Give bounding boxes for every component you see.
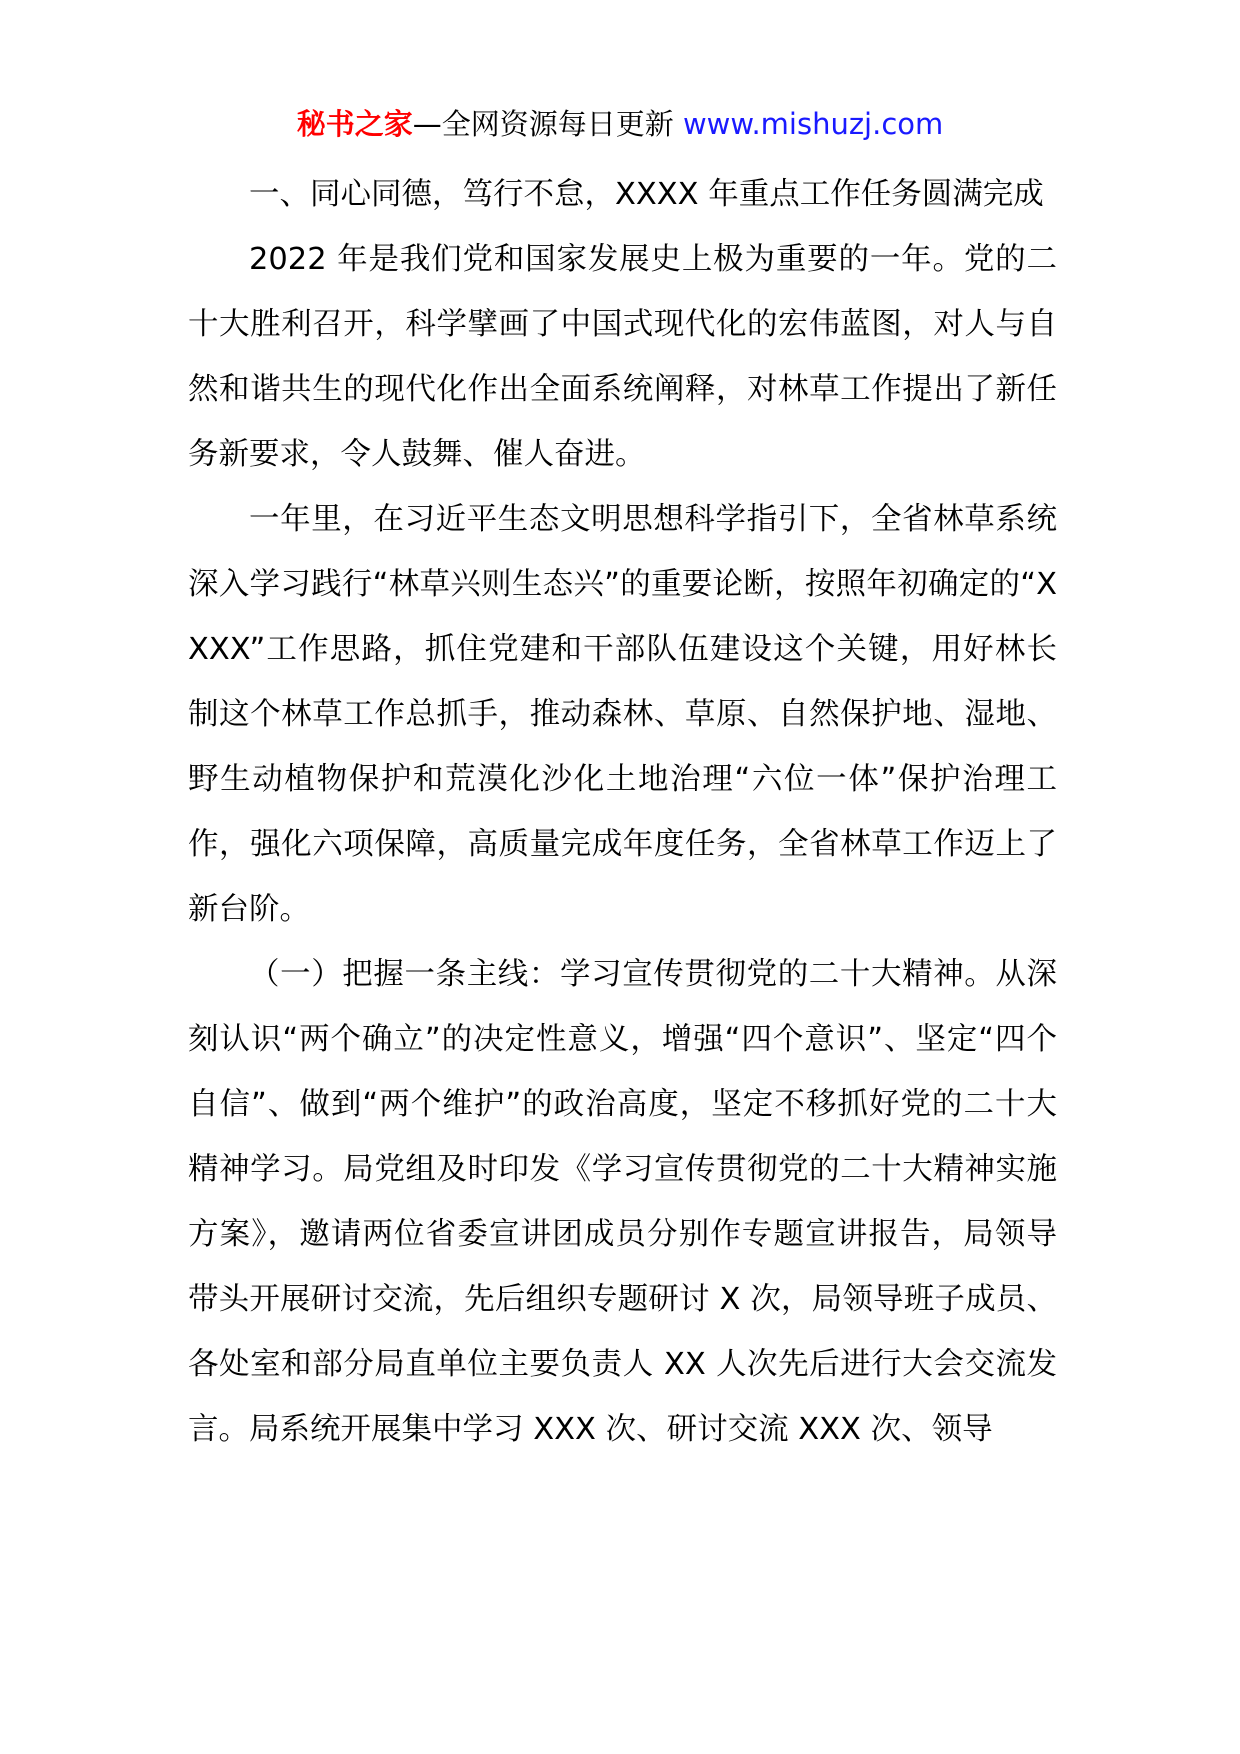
- brand-name: 秘书之家: [296, 107, 413, 141]
- header-tagline: —全网资源每日更新: [412, 107, 683, 141]
- website-link[interactable]: www.mishuzj.com: [682, 107, 944, 141]
- document-body: [188, 162, 1057, 1462]
- page-header: [0, 104, 1240, 144]
- section-heading: 一、同心同德，笃行不怠，XXXX 年重点工作任务圆满完成: [249, 177, 1044, 212]
- paragraph: （一）把握一条主线：学习宣传贯彻党的二十大精神。从深刻认识“两个确立”的决定性意义，增强“四个意识”、坚定“四个自信”、做到“两个维护”的政治高度，坚定不移抓好党的二十大精神学习。局党组及时印发《学习宣传贯彻党的二十大精神实施方案》，邀请两位省委宣讲团成员分别作专题宣讲报告，局领导带头开展研讨交流，先后组织专题研讨 X 次，局领导班子成员、各处室和部分局直单位主要负责人 XX 人次先后进行大会交流发言。局系统开展集中学习 XXX 次、研讨交流 XXX 次、领导: [188, 957, 1057, 1447]
- paragraph: 一年里，在习近平生态文明思想科学指引下，全省林草系统深入学习践行“林草兴则生态兴”的重要论断，按照年初确定的“XXXX”工作思路，抓住党建和干部队伍建设这个关键，用好林长制这个林草工作总抓手，推动森林、草原、自然保护地、湿地、野生动植物保护和荒漠化沙化土地治理“六位一体”保护治理工作，强化六项保障，高质量完成年度任务，全省林草工作迈上了新台阶。: [188, 502, 1057, 927]
- paragraph: 2022 年是我们党和国家发展史上极为重要的一年。党的二十大胜利召开，科学擘画了中国式现代化的宏伟蓝图，对人与自然和谐共生的现代化作出全面系统阐释，对林草工作提出了新任务新要求，令人鼓舞、催人奋进。: [188, 242, 1057, 472]
